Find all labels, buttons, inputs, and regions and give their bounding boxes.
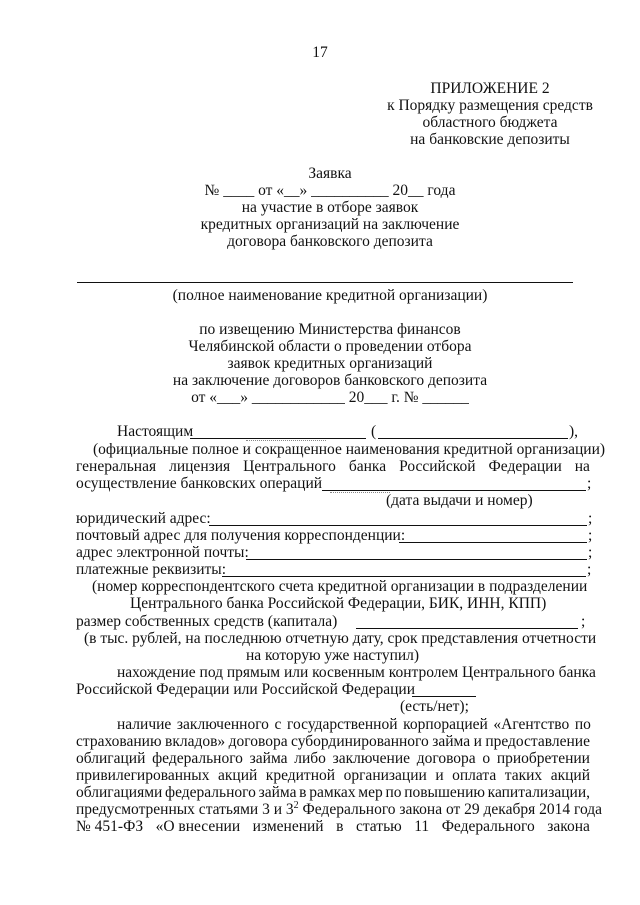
word: кредитной (265, 767, 336, 784)
notice-line: заявок кредитных организаций (227, 355, 433, 372)
paragraph-line (76, 784, 590, 802)
word: займа (432, 733, 471, 750)
appendix-line: на банковские депозиты (410, 131, 570, 148)
appendix-title: ПРИЛОЖЕНИЕ 2 (430, 80, 550, 97)
word: рамках (309, 784, 356, 801)
postal-address-field[interactable] (399, 542, 587, 543)
close-paren: ), (569, 423, 579, 440)
word: займа (258, 784, 297, 801)
payment-details-label: платежные реквизиты: (76, 561, 227, 578)
capital-caption: на которую уже наступил) (246, 647, 420, 664)
word: облигаций (76, 750, 146, 767)
word: таких (504, 767, 543, 784)
word: субординированного (291, 733, 429, 750)
notice-date-line: от «___» ____________ 20___ г. № ______ (191, 389, 469, 406)
word: и (473, 733, 482, 750)
license-caption: (дата выдачи и номер) (386, 492, 533, 509)
email-label: адрес электронной почты: (76, 544, 249, 561)
word: акций (550, 767, 590, 784)
word: «О внесении (155, 818, 241, 835)
word: о (482, 750, 491, 767)
word: Центрального (243, 458, 336, 475)
law-text: предусмотренных статьями 3 и 3 (76, 801, 294, 818)
word: повышению (404, 784, 485, 801)
word: на (574, 458, 590, 475)
application-title: Заявка (308, 165, 352, 182)
capital-field[interactable] (356, 628, 578, 629)
word: лицензия (169, 458, 231, 475)
word: «Агентство (493, 716, 570, 733)
word: капитализации, (487, 784, 590, 801)
paragraph-line (76, 818, 590, 836)
word: по (574, 716, 591, 733)
word: наличие (117, 716, 172, 733)
word: № 451-ФЗ (76, 818, 144, 835)
legal-address-field[interactable] (209, 525, 587, 526)
email-field[interactable] (246, 559, 587, 560)
application-number-line: № ____ от «__» __________ 20__ года (204, 182, 456, 199)
word: Российской (399, 458, 476, 475)
notice-line: на заключение договоров банковского депозита (172, 372, 488, 389)
page-number: 17 (312, 44, 328, 61)
capital-caption: (в тыс. рублей, на последнюю отчетную дату, срок представления отчетности (84, 630, 597, 647)
capital-label: размер собственных средств (капитала) (76, 613, 338, 630)
word: федерального (152, 750, 243, 767)
application-line: на участие в отборе заявок (241, 199, 419, 216)
application-line: кредитных организаций на заключение (200, 216, 460, 233)
paragraph-line (76, 767, 590, 785)
law-text: Федерального закона от 29 декабря 2014 года (298, 801, 603, 818)
word: в (299, 784, 307, 801)
word: по (385, 784, 402, 801)
appendix-line: областного бюджета (422, 114, 558, 131)
semicolon: ; (588, 544, 593, 561)
license-number-field[interactable] (322, 490, 586, 491)
word: оплата (452, 767, 497, 784)
word: заключенного (176, 716, 269, 733)
word: закона (547, 818, 590, 835)
notice-line: Челябинской области о проведении отбора (188, 338, 472, 355)
word: займа (249, 750, 288, 767)
word: в (336, 818, 344, 835)
body-intro-word: Настоящим (117, 423, 194, 440)
control-caption: (есть/нет); (400, 698, 469, 715)
word: и (435, 767, 444, 784)
word: предоставление (485, 733, 590, 750)
notice-line: по извещению Министерства финансов (199, 321, 461, 338)
org-names-caption: (официальные полное и сокращенное наименования кредитной организации) (93, 441, 606, 458)
control-field[interactable] (412, 696, 476, 697)
word: облигациями (76, 784, 163, 801)
org-name-caption: (полное наименование кредитной организации) (172, 287, 488, 304)
word: страхованию (76, 733, 162, 750)
word: договора (228, 733, 288, 750)
word: Федерации (488, 458, 562, 475)
control-text: Российской Федерации или Российской Федерации (76, 681, 416, 698)
semicolon: ; (588, 510, 593, 527)
semicolon: ; (581, 613, 586, 630)
license-line (76, 458, 590, 476)
application-line: договора банковского депозита (227, 233, 433, 250)
control-text: нахождение под прямым или косвенным контролем Центрального банка (117, 664, 596, 681)
word: федерального (165, 784, 256, 801)
word: с (274, 716, 282, 733)
open-paren: ( (371, 423, 377, 440)
org-short-name-field[interactable] (378, 438, 568, 439)
license-operations-label: осуществление банковских операций (76, 475, 323, 492)
word: Федерального (441, 818, 535, 835)
payment-details-field[interactable] (222, 576, 586, 577)
word: вкладов» (165, 733, 226, 750)
semicolon: ; (587, 561, 592, 578)
semicolon: ; (587, 475, 592, 492)
paragraph-line (76, 733, 590, 751)
word: 11 (414, 818, 430, 835)
word: акций (217, 767, 258, 784)
word: государственной (287, 716, 398, 733)
word: приобретении (496, 750, 590, 767)
payment-caption: Центрального банка Российской Федерации, БИК, ИНН, КПП) (130, 595, 547, 612)
word: генеральная (76, 458, 157, 475)
legal-address-label: юридический адрес: (76, 510, 211, 527)
word: мер (358, 784, 383, 801)
word: заключение (332, 750, 411, 767)
word: банка (348, 458, 387, 475)
paragraph-line (76, 801, 602, 819)
semicolon: ; (588, 527, 593, 544)
paragraph-line (76, 750, 590, 768)
org-full-name-field[interactable] (190, 438, 366, 439)
word: организации (343, 767, 427, 784)
superscript: 2 (293, 799, 299, 811)
word: изменений (252, 818, 324, 835)
word: статью (355, 818, 402, 835)
paragraph-line (117, 716, 591, 734)
word: либо (294, 750, 326, 767)
org-name-field[interactable] (77, 282, 573, 283)
payment-caption: (номер корреспондентского счета кредитной организации в подразделении (92, 578, 588, 595)
word: договора (416, 750, 476, 767)
postal-address-label: почтовый адрес для получения корреспонденции: (76, 527, 406, 544)
word: привилегированных (76, 767, 210, 784)
word: корпорацией (403, 716, 488, 733)
appendix-line: к Порядку размещения средств (387, 97, 593, 114)
scan-mark (330, 492, 390, 493)
